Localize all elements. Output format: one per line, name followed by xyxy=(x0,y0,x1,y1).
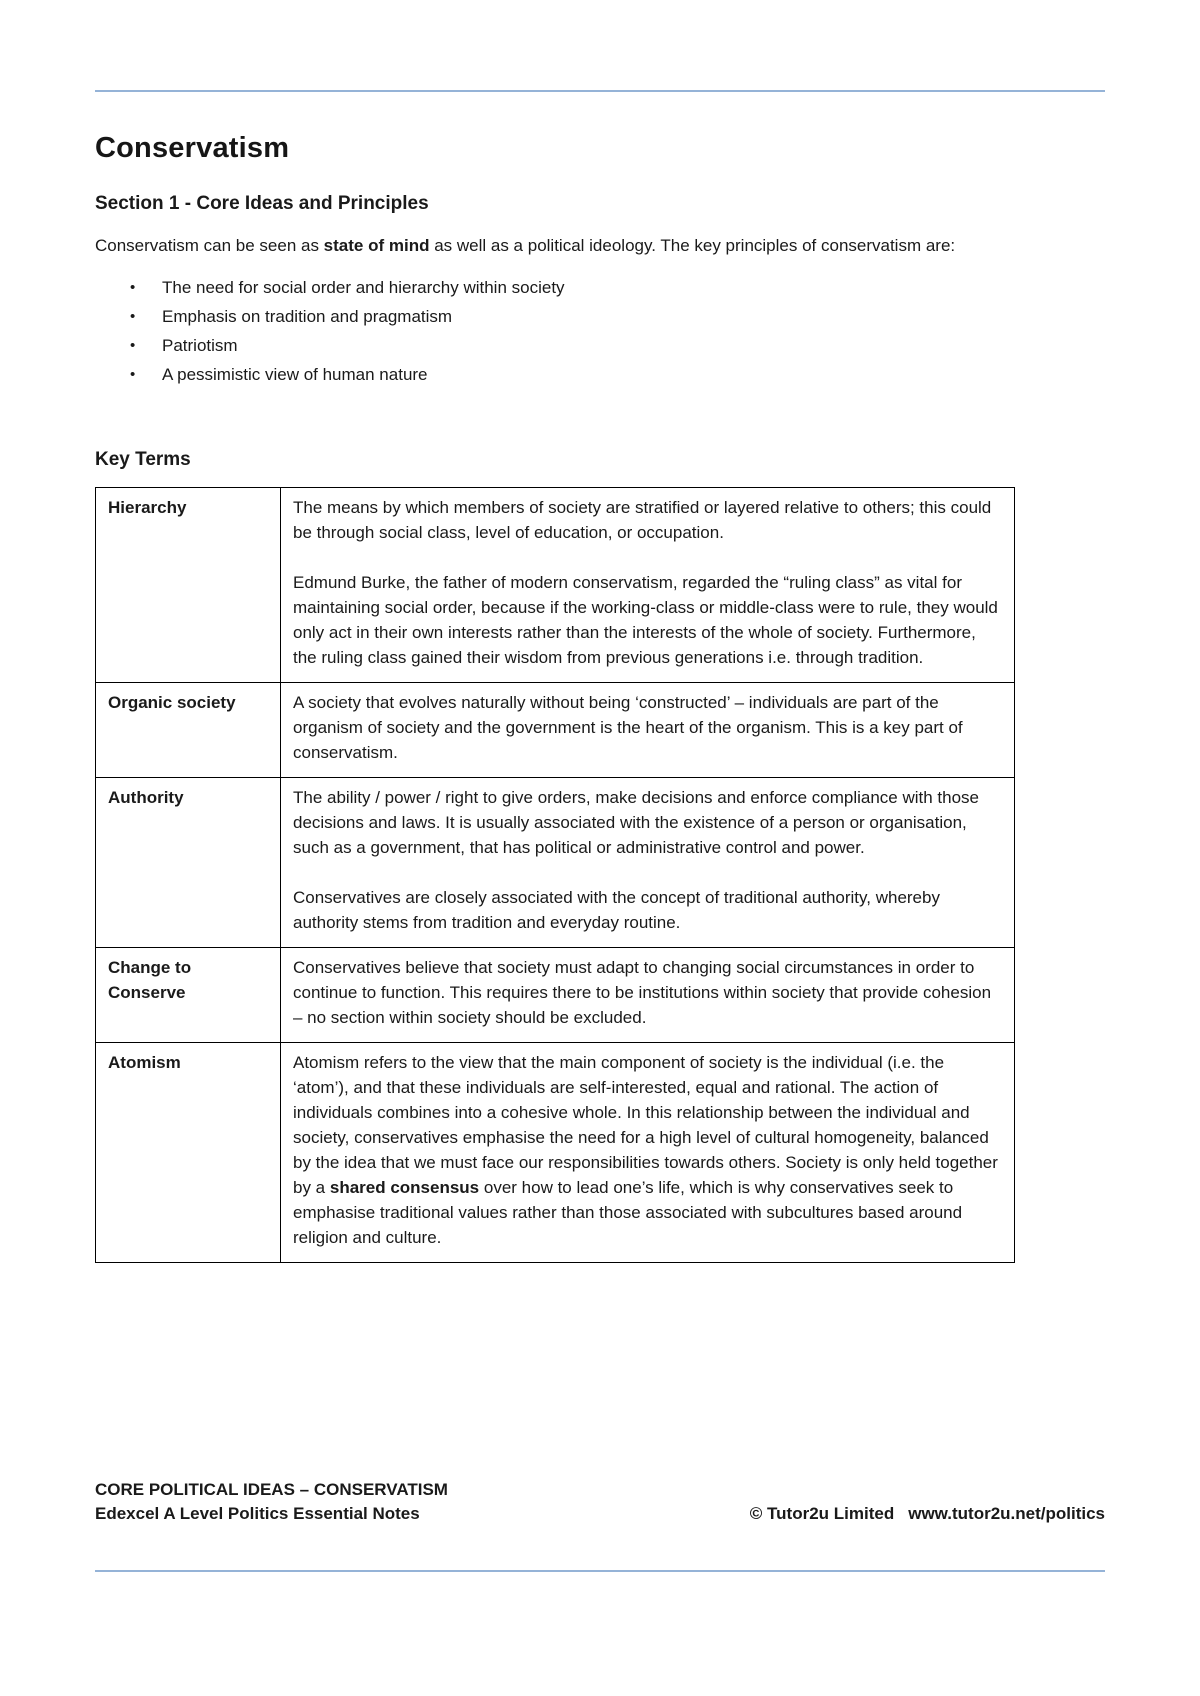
page-footer xyxy=(95,1478,1105,1526)
definition-cell xyxy=(281,948,1015,1043)
definition-paragraph: The means by which members of society are stratified or layered relative to others; this could be through social class, level of education, or occupation. xyxy=(293,498,992,542)
footer-series-title: CORE POLITICAL IDEAS – CONSERVATISM xyxy=(95,1480,448,1499)
list-item-tradition xyxy=(95,304,1105,329)
definition-paragraph: A society that evolves naturally without being ‘constructed’ – individuals are part of the organism of society and the government is the heart of the organism. This is a key part of conservatism. xyxy=(293,693,963,762)
list-item-label: The need for social order and hierarchy within society xyxy=(162,278,565,297)
footer-left-block xyxy=(95,1478,448,1526)
table-row-hierarchy xyxy=(96,488,1015,683)
definition-paragraph: Conservatives are closely associated with the concept of traditional authority, whereby authority stems from tradition and everyday routine. xyxy=(293,888,940,932)
definition-paragraph xyxy=(293,1050,1002,1250)
term-cell: Organic society xyxy=(96,683,281,778)
bullet-icon: • xyxy=(130,279,136,296)
definition-paragraph: Conservatives believe that society must adapt to changing social circumstances in order to continue to function. This requires there to be institutions within society that provide cohesion – no section within society should be excluded. xyxy=(293,958,992,1027)
principles-list xyxy=(95,275,1105,387)
atomism-text-2: over how to lead one’s life, which is why conservatives seek to emphasise traditional values rather than those associated with subcultures based around religion and culture. xyxy=(293,1178,963,1247)
key-terms-heading: Key Terms xyxy=(95,449,191,470)
term-cell: Atomism xyxy=(96,1043,281,1263)
definition-cell xyxy=(281,683,1015,778)
list-item-label: Emphasis on tradition and pragmatism xyxy=(162,307,453,326)
footer-copyright: © Tutor2u Limited xyxy=(749,1504,895,1523)
bullet-icon: • xyxy=(130,366,136,383)
list-item-human-nature xyxy=(95,362,1105,387)
key-terms-table xyxy=(95,487,1015,1263)
intro-text-1: Conservatism can be seen as xyxy=(95,236,324,255)
definition-paragraph: The ability / power / right to give orders, make decisions and enforce compliance with those decisions and laws. It is usually associated with the existence of a person or organisation, such as a government, that has political or administrative control and power. xyxy=(293,788,980,857)
term-cell: Hierarchy xyxy=(96,488,281,683)
intro-paragraph xyxy=(95,233,995,259)
list-item-patriotism xyxy=(95,333,1105,358)
table-row-organic-society xyxy=(96,683,1015,778)
definition-paragraph: Edmund Burke, the father of modern conservatism, regarded the “ruling class” as vital for maintaining social order, because if the working-class or middle-class were to rule, they would only act in their own interests rather than the interests of the whole of society. Furthermore, the ruling class gained their wisdom from previous generations i.e. through tradition. xyxy=(293,573,998,667)
definition-cell xyxy=(281,1043,1015,1263)
atomism-text-1: Atomism refers to the view that the main component of society is the individual (i.e. the ‘atom’), and that these individuals are self-interested, equal and rational. The action of individuals combines into a cohesive whole. In this relationship between the individual and society, conservatives emphasise the need for a high level of cultural homogeneity, balanced by the idea that we must face our responsibilities towards others. Society is only held together by a xyxy=(293,1053,998,1197)
footer-url: www.tutor2u.net/politics xyxy=(908,1504,1105,1523)
list-item-label: A pessimistic view of human nature xyxy=(162,365,428,384)
table-row-change-to-conserve xyxy=(96,948,1015,1043)
definition-cell xyxy=(281,488,1015,683)
top-divider-rule xyxy=(95,90,1105,92)
intro-bold-state-of-mind: state of mind xyxy=(323,236,430,255)
section-heading: Section 1 - Core Ideas and Principles xyxy=(95,193,429,214)
page-title: Conservatism xyxy=(95,132,290,164)
term-cell: Authority xyxy=(96,778,281,948)
list-item-label: Patriotism xyxy=(162,336,238,355)
list-item-social-order xyxy=(95,275,1105,300)
atomism-bold-shared-consensus: shared consensus xyxy=(329,1178,480,1197)
bullet-icon: • xyxy=(130,308,136,325)
intro-text-2: as well as a political ideology. The key principles of conservatism are: xyxy=(429,236,956,255)
footer-course-title: Edexcel A Level Politics Essential Notes xyxy=(95,1504,420,1523)
table-row-authority xyxy=(96,778,1015,948)
definition-cell xyxy=(281,778,1015,948)
bullet-icon: • xyxy=(130,337,136,354)
table-row-atomism xyxy=(96,1043,1015,1263)
term-cell: Change to Conserve xyxy=(96,948,281,1043)
bottom-divider-rule xyxy=(95,1570,1105,1572)
footer-right-block xyxy=(750,1502,1105,1526)
